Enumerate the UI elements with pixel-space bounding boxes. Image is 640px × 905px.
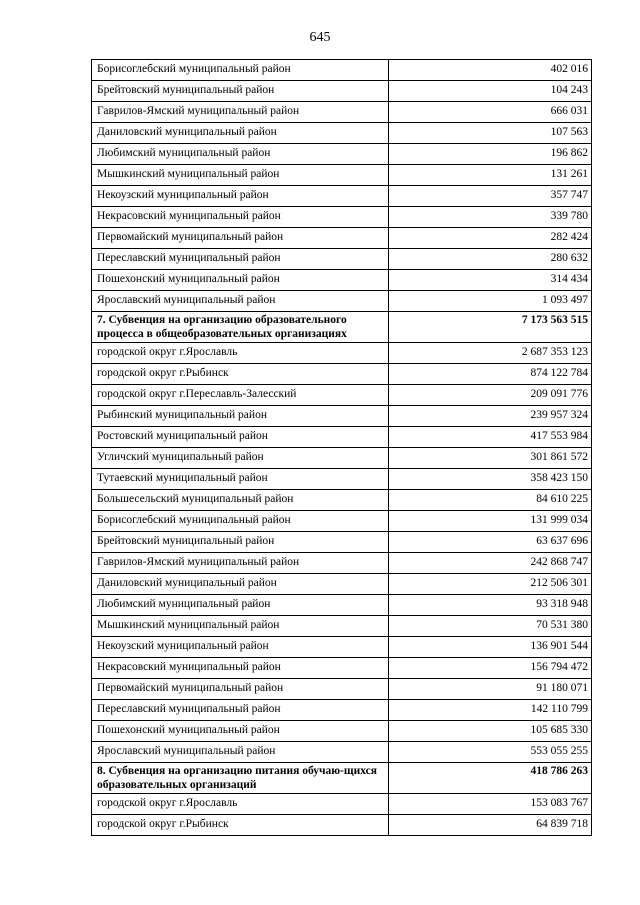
municipality-name: Некрасовский муниципальный район xyxy=(92,207,389,228)
municipality-name: Пошехонский муниципальный район xyxy=(92,721,389,742)
amount-value: 280 632 xyxy=(389,249,592,270)
table-row xyxy=(92,228,592,249)
municipality-name: Ярославский муниципальный район xyxy=(92,291,389,312)
table-row xyxy=(92,595,592,616)
municipality-name: Некоузский муниципальный район xyxy=(92,637,389,658)
amount-value: 874 122 784 xyxy=(389,364,592,385)
municipality-name: Тутаевский муниципальный район xyxy=(92,469,389,490)
municipality-name: городской округ г.Ярославль xyxy=(92,343,389,364)
municipality-name: Даниловский муниципальный район xyxy=(92,123,389,144)
municipality-name: Любимский муниципальный район xyxy=(92,144,389,165)
table-row xyxy=(92,679,592,700)
table-row xyxy=(92,364,592,385)
table-row xyxy=(92,343,592,364)
amount-value: 339 780 xyxy=(389,207,592,228)
section-total: 7 173 563 515 xyxy=(389,312,592,343)
page-number: 645 xyxy=(309,30,331,45)
table-row xyxy=(92,165,592,186)
table-row xyxy=(92,511,592,532)
amount-value: 242 868 747 xyxy=(389,553,592,574)
table-row xyxy=(92,81,592,102)
table-row xyxy=(92,794,592,815)
table-row xyxy=(92,574,592,595)
table-row xyxy=(92,490,592,511)
table-row xyxy=(92,427,592,448)
section-title: 7. Субвенция на организацию образовательного процесса в общеобразовательных организациях xyxy=(92,312,389,343)
table-row xyxy=(92,123,592,144)
amount-value: 156 794 472 xyxy=(389,658,592,679)
table-row xyxy=(92,291,592,312)
municipality-name: Переславский муниципальный район xyxy=(92,249,389,270)
amount-value: 666 031 xyxy=(389,102,592,123)
table-row xyxy=(92,553,592,574)
table-row xyxy=(92,532,592,553)
table-row xyxy=(92,637,592,658)
municipality-name: Первомайский муниципальный район xyxy=(92,679,389,700)
amount-value: 64 839 718 xyxy=(389,815,592,836)
amount-value: 417 553 984 xyxy=(389,427,592,448)
amount-value: 84 610 225 xyxy=(389,490,592,511)
table-row xyxy=(92,448,592,469)
amount-value: 107 563 xyxy=(389,123,592,144)
municipality-name: Борисоглебский муниципальный район xyxy=(92,511,389,532)
table-row xyxy=(92,721,592,742)
amount-value: 212 506 301 xyxy=(389,574,592,595)
municipality-name: Брейтовский муниципальный район xyxy=(92,532,389,553)
municipality-name: Некрасовский муниципальный район xyxy=(92,658,389,679)
amount-value: 136 901 544 xyxy=(389,637,592,658)
amount-value: 314 434 xyxy=(389,270,592,291)
amount-value: 63 637 696 xyxy=(389,532,592,553)
amount-value: 2 687 353 123 xyxy=(389,343,592,364)
table-row xyxy=(92,60,592,81)
amount-value: 104 243 xyxy=(389,81,592,102)
table-row xyxy=(92,385,592,406)
amount-value: 105 685 330 xyxy=(389,721,592,742)
municipality-name: Любимский муниципальный район xyxy=(92,595,389,616)
amount-value: 153 083 767 xyxy=(389,794,592,815)
municipality-name: Борисоглебский муниципальный район xyxy=(92,60,389,81)
municipality-name: Первомайский муниципальный район xyxy=(92,228,389,249)
amount-value: 358 423 150 xyxy=(389,469,592,490)
municipality-name: Большесельский муниципальный район xyxy=(92,490,389,511)
table-row xyxy=(92,102,592,123)
table-row xyxy=(92,207,592,228)
amount-value: 1 093 497 xyxy=(389,291,592,312)
table-row xyxy=(92,144,592,165)
table-row xyxy=(92,249,592,270)
municipality-name: городской округ г.Переславль-Залесский xyxy=(92,385,389,406)
amount-value: 131 999 034 xyxy=(389,511,592,532)
municipality-name: Угличский муниципальный район xyxy=(92,448,389,469)
municipality-name: Ростовский муниципальный район xyxy=(92,427,389,448)
municipality-name: Некоузский муниципальный район xyxy=(92,186,389,207)
section-header-row xyxy=(92,312,592,343)
municipality-name: городской округ г.Рыбинск xyxy=(92,815,389,836)
table-row xyxy=(92,616,592,637)
municipality-name: Гаврилов-Ямский муниципальный район xyxy=(92,553,389,574)
municipality-name: Мышкинский муниципальный район xyxy=(92,616,389,637)
amount-value: 131 261 xyxy=(389,165,592,186)
municipality-name: Переславский муниципальный район xyxy=(92,700,389,721)
table-row xyxy=(92,186,592,207)
amount-value: 142 110 799 xyxy=(389,700,592,721)
municipality-name: Пошехонский муниципальный район xyxy=(92,270,389,291)
amount-value: 93 318 948 xyxy=(389,595,592,616)
table-row xyxy=(92,469,592,490)
amount-value: 282 424 xyxy=(389,228,592,249)
municipality-name: Ярославский муниципальный район xyxy=(92,742,389,763)
amount-value: 70 531 380 xyxy=(389,616,592,637)
table-row xyxy=(92,406,592,427)
municipality-name: Рыбинский муниципальный район xyxy=(92,406,389,427)
section-title: 8. Субвенция на организацию питания обучаю-щихся образовательных организаций xyxy=(92,763,389,794)
amount-value: 553 055 255 xyxy=(389,742,592,763)
municipality-name: городской округ г.Рыбинск xyxy=(92,364,389,385)
amount-value: 196 862 xyxy=(389,144,592,165)
amount-value: 301 861 572 xyxy=(389,448,592,469)
municipality-name: городской округ г.Ярославль xyxy=(92,794,389,815)
municipality-name: Гаврилов-Ямский муниципальный район xyxy=(92,102,389,123)
municipality-name: Мышкинский муниципальный район xyxy=(92,165,389,186)
table-row xyxy=(92,815,592,836)
section-total: 418 786 263 xyxy=(389,763,592,794)
municipality-name: Даниловский муниципальный район xyxy=(92,574,389,595)
table-row xyxy=(92,658,592,679)
amount-value: 239 957 324 xyxy=(389,406,592,427)
amount-value: 357 747 xyxy=(389,186,592,207)
table-row xyxy=(92,742,592,763)
table-row xyxy=(92,270,592,291)
section-header-row xyxy=(92,763,592,794)
subsidy-table xyxy=(91,59,592,836)
municipality-name: Брейтовский муниципальный район xyxy=(92,81,389,102)
table-row xyxy=(92,700,592,721)
amount-value: 402 016 xyxy=(389,60,592,81)
amount-value: 209 091 776 xyxy=(389,385,592,406)
amount-value: 91 180 071 xyxy=(389,679,592,700)
